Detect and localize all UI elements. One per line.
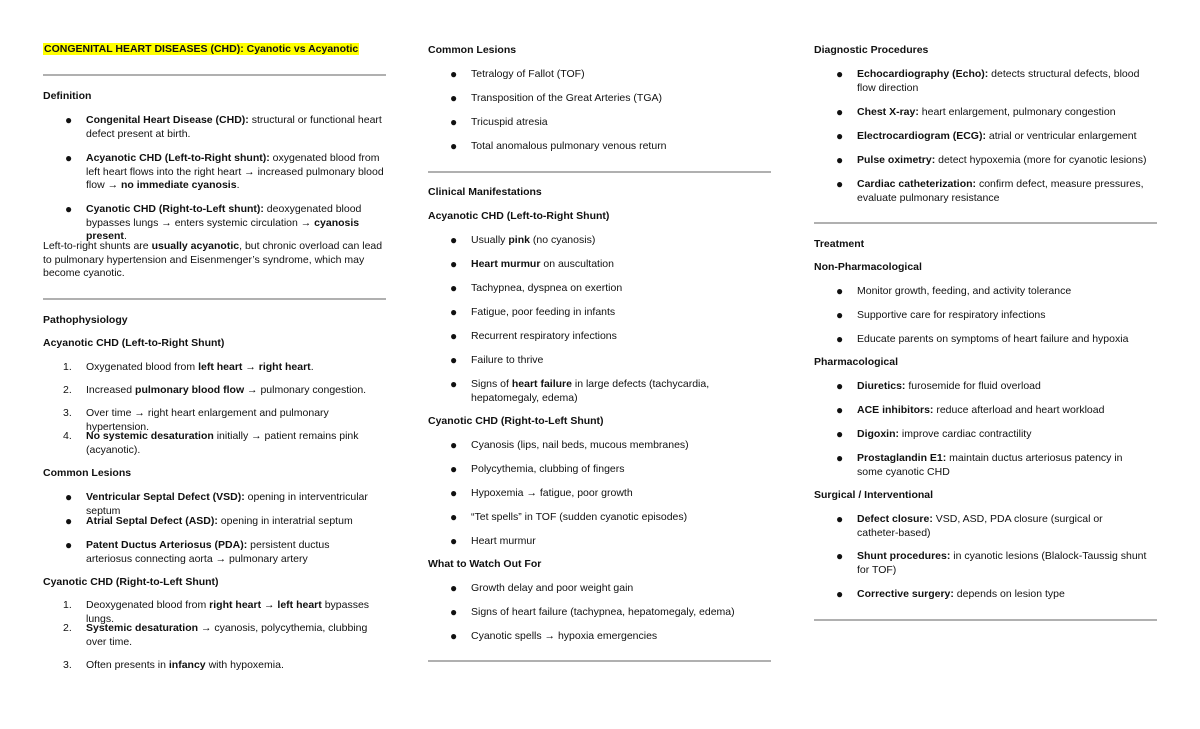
- divider: [428, 660, 771, 662]
- bullet-icon: ●: [836, 587, 844, 601]
- clinical-manifestations-heading: Clinical Manifestations: [428, 186, 542, 198]
- bullet-icon: ●: [836, 153, 844, 167]
- bullet-icon: ●: [450, 438, 458, 452]
- acyanotic-heading: Acyanotic CHD (Left-to-Right Shunt): [43, 337, 225, 349]
- divider: [814, 222, 1157, 224]
- bullet-icon: ●: [450, 353, 458, 367]
- bullet-icon: ●: [450, 139, 458, 153]
- bullet-icon: ●: [450, 377, 458, 391]
- bullet-icon: ●: [836, 451, 844, 465]
- bullet-icon: ●: [450, 629, 458, 643]
- bullet-icon: ●: [65, 538, 73, 552]
- bullet-icon: ●: [836, 379, 844, 393]
- bullet-icon: ●: [836, 332, 844, 346]
- bullet-icon: ●: [450, 329, 458, 343]
- bullet-icon: ●: [65, 202, 73, 216]
- acyanotic-heading: Acyanotic CHD (Left-to-Right Shunt): [428, 210, 610, 222]
- bullet-icon: ●: [836, 177, 844, 191]
- cyanotic-heading: Cyanotic CHD (Right-to-Left Shunt): [428, 415, 604, 427]
- bullet-icon: ●: [836, 284, 844, 298]
- bullet-icon: ●: [450, 67, 458, 81]
- definition-heading: Definition: [43, 90, 92, 102]
- bullet-icon: ●: [836, 403, 844, 417]
- pharmacological-heading: Pharmacological: [814, 356, 899, 368]
- bullet-icon: ●: [450, 605, 458, 619]
- bullet-icon: ●: [450, 257, 458, 271]
- divider: [814, 619, 1157, 621]
- bullet-icon: ●: [836, 67, 844, 81]
- bullet-icon: ●: [836, 512, 844, 526]
- diagnostic-heading: Diagnostic Procedures: [814, 44, 929, 56]
- common-lesions-heading: Common Lesions: [428, 44, 517, 56]
- bullet-icon: ●: [65, 113, 73, 127]
- surgical-heading: Surgical / Interventional: [814, 489, 934, 501]
- bullet-icon: ●: [450, 510, 458, 524]
- bullet-icon: ●: [450, 462, 458, 476]
- watch-out-heading: What to Watch Out For: [428, 558, 542, 570]
- non-pharmacological-heading: Non-Pharmacological: [814, 261, 922, 273]
- cyanotic-heading: Cyanotic CHD (Right-to-Left Shunt): [43, 576, 219, 588]
- bullet-icon: ●: [450, 534, 458, 548]
- common-lesions-heading: Common Lesions: [43, 467, 132, 479]
- bullet-icon: ●: [836, 308, 844, 322]
- definition-note: Left-to-right shunts are usually acyanotic, but chronic overload can lead to pulmonary hypertension and Eisenmenger’s syndrome, which may become cyanotic.: [43, 240, 383, 279]
- divider: [428, 171, 771, 173]
- bullet-icon: ●: [65, 490, 73, 504]
- bullet-icon: ●: [450, 305, 458, 319]
- bullet-icon: ●: [450, 115, 458, 129]
- bullet-icon: ●: [65, 151, 73, 165]
- bullet-icon: ●: [65, 514, 73, 528]
- bullet-icon: ●: [836, 129, 844, 143]
- bullet-icon: ●: [450, 281, 458, 295]
- bullet-icon: ●: [450, 486, 458, 500]
- bullet-icon: ●: [450, 581, 458, 595]
- document-title: CONGENITAL HEART DISEASES (CHD): Cyanotic vs Acyanotic: [44, 43, 359, 55]
- pathophysiology-heading: Pathophysiology: [43, 314, 128, 326]
- treatment-heading: Treatment: [814, 238, 865, 250]
- bullet-icon: ●: [450, 233, 458, 247]
- divider: [43, 74, 386, 76]
- divider: [43, 298, 386, 300]
- bullet-icon: ●: [450, 91, 458, 105]
- bullet-icon: ●: [836, 427, 844, 441]
- bullet-icon: ●: [836, 549, 844, 563]
- bullet-icon: ●: [836, 105, 844, 119]
